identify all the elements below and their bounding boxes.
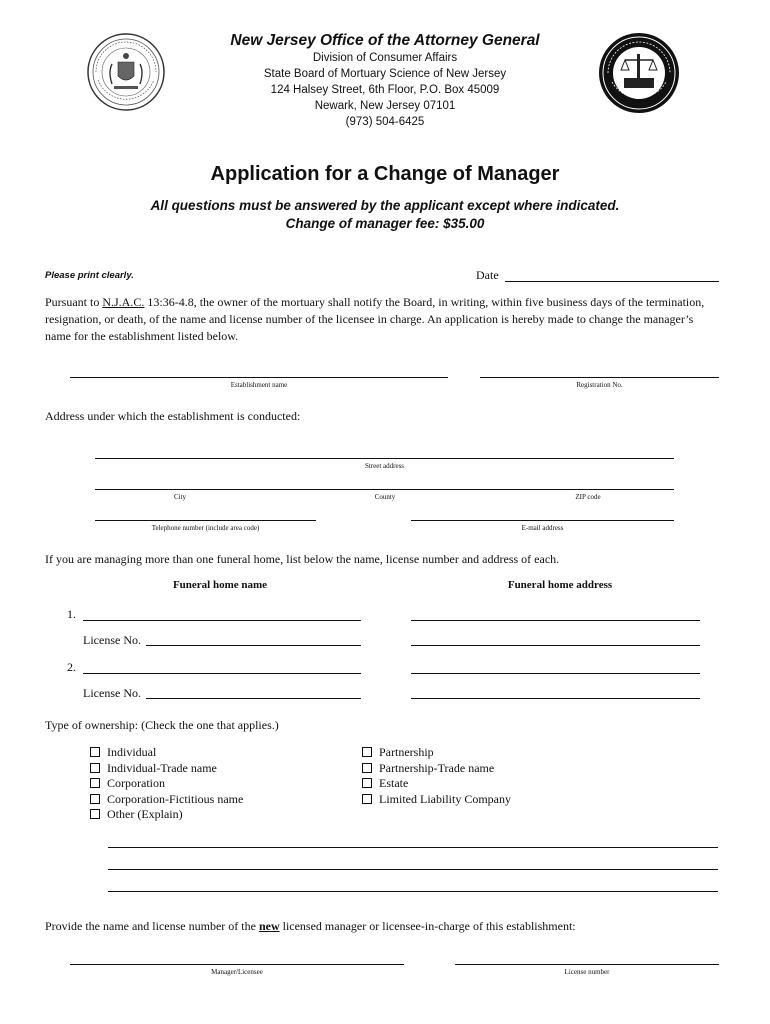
- header-line: (973) 504-6425: [345, 116, 425, 128]
- ownership-option[interactable]: Individual: [90, 745, 243, 761]
- funeral-home-address-field[interactable]: [411, 645, 700, 646]
- ownership-options-right: [362, 745, 511, 807]
- ownership-option[interactable]: Corporation-Fictitious name: [90, 792, 243, 808]
- date-label: Date: [476, 268, 499, 282]
- checkbox[interactable]: [90, 747, 100, 757]
- new-emphasis: new: [258, 919, 280, 933]
- intro-paragraph: Pursuant to N.J.A.C. 13:36-4.8, the owner of the mortuary shall notify the Board, in writing, within five business days of the termination, resignation, or death, of the name and license number of the licensee in charge. An application is hereby made to change the manager’s name for the establishment listed below.: [45, 295, 705, 343]
- manager-licensee-field[interactable]: [70, 964, 404, 965]
- new-manager-prompt: Provide the name and license number of the new licensed manager or licensee-in-charge of this establishment:: [45, 919, 576, 933]
- checkbox[interactable]: [90, 763, 100, 773]
- registration-no-field[interactable]: [480, 377, 719, 378]
- checkbox[interactable]: [90, 809, 100, 819]
- telephone-label: Telephone number (include area code): [151, 524, 260, 532]
- entry-number: 1.: [67, 607, 76, 621]
- county-label: County: [374, 493, 396, 501]
- header-line: State Board of Mortuary Science of New Jersey: [263, 68, 507, 80]
- funeral-home-address-field[interactable]: [411, 620, 700, 621]
- telephone-field[interactable]: [95, 520, 316, 521]
- manager-licensee-label: Manager/Licensee: [211, 968, 263, 976]
- license-no-label: License No.: [83, 686, 141, 700]
- email-field[interactable]: [411, 520, 674, 521]
- funeral-home-address-field[interactable]: [411, 673, 700, 674]
- ownership-option[interactable]: Other (Explain): [90, 807, 243, 823]
- date-field[interactable]: [505, 281, 719, 282]
- explain-line[interactable]: [108, 891, 718, 892]
- license-no-label: License No.: [83, 633, 141, 647]
- print-clearly-note: Please print clearly.: [45, 270, 134, 281]
- subtitle-fee: Change of manager fee: $35.00: [285, 216, 485, 231]
- funeral-home-name-heading: Funeral home name: [172, 579, 268, 591]
- city-county-zip-field[interactable]: [95, 489, 674, 490]
- entry-number: 2.: [67, 660, 76, 674]
- establishment-name-label: Establishment name: [230, 381, 288, 389]
- establishment-name-field[interactable]: [70, 377, 448, 378]
- ownership-option[interactable]: Partnership: [362, 745, 511, 761]
- page-title: Application for a Change of Manager: [210, 163, 560, 185]
- ownership-options-left: [90, 745, 243, 823]
- license-no-field[interactable]: [146, 645, 361, 646]
- ownership-option[interactable]: Individual-Trade name: [90, 761, 243, 777]
- street-address-label: Street address: [364, 462, 405, 470]
- header-line: Newark, New Jersey 07101: [314, 100, 456, 112]
- zip-label: ZIP code: [575, 493, 601, 501]
- header-line: 124 Halsey Street, 6th Floor, P.O. Box 45009: [270, 84, 500, 96]
- explain-line[interactable]: [108, 847, 718, 848]
- explain-line[interactable]: [108, 869, 718, 870]
- office-name: New Jersey Office of the Attorney General: [230, 32, 540, 49]
- checkbox[interactable]: [90, 794, 100, 804]
- license-no-field[interactable]: [146, 698, 361, 699]
- checkbox[interactable]: [362, 747, 372, 757]
- statute-ref: N.J.A.C.: [102, 295, 145, 309]
- checkbox[interactable]: [362, 763, 372, 773]
- ownership-prompt: Type of ownership: (Check the one that applies.): [45, 718, 279, 732]
- email-label: E-mail address: [521, 524, 564, 532]
- ownership-option[interactable]: Limited Liability Company: [362, 792, 511, 808]
- street-address-field[interactable]: [95, 458, 674, 459]
- ownership-option[interactable]: Partnership-Trade name: [362, 761, 511, 777]
- funeral-home-address-field[interactable]: [411, 698, 700, 699]
- checkbox[interactable]: [362, 778, 372, 788]
- header-line: Division of Consumer Affairs: [312, 52, 458, 64]
- ownership-option[interactable]: Estate: [362, 776, 511, 792]
- multiple-homes-prompt: If you are managing more than one funeral home, list below the name, license number and address of each.: [45, 552, 560, 566]
- subtitle-instructions: All questions must be answered by the applicant except where indicated.: [150, 198, 620, 213]
- header-address: [0, 50, 770, 130]
- license-number-field[interactable]: [455, 964, 719, 965]
- city-label: City: [173, 493, 187, 501]
- funeral-home-name-field[interactable]: [83, 620, 361, 621]
- checkbox[interactable]: [362, 794, 372, 804]
- checkbox[interactable]: [90, 778, 100, 788]
- ownership-option[interactable]: Corporation: [90, 776, 243, 792]
- address-prompt: Address under which the establishment is conducted:: [45, 409, 301, 423]
- funeral-home-name-field[interactable]: [83, 673, 361, 674]
- funeral-home-address-heading: Funeral home address: [507, 579, 613, 591]
- registration-no-label: Registration No.: [576, 381, 623, 389]
- license-number-label: License number: [564, 968, 610, 976]
